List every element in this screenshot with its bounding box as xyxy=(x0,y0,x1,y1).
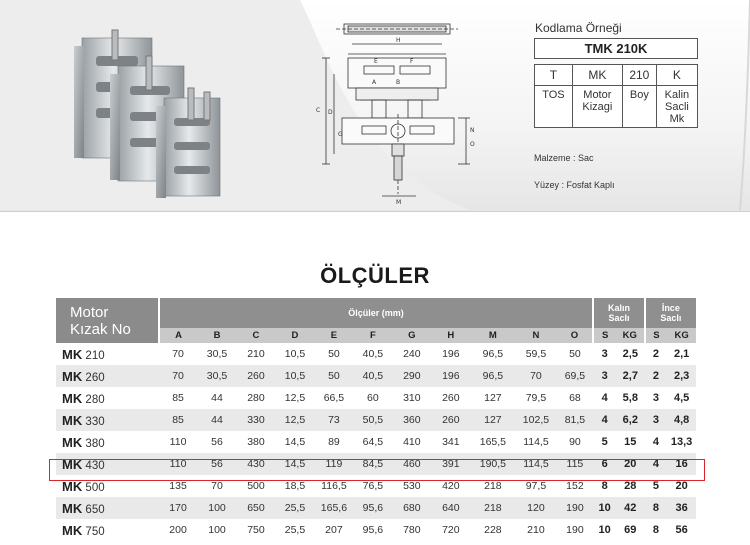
table-cell: 720 xyxy=(442,524,460,536)
table-cell: 44 xyxy=(211,392,223,404)
svg-text:G: G xyxy=(338,131,343,138)
dimensions-table xyxy=(56,298,696,541)
table-cell: 190,5 xyxy=(470,453,515,475)
code-part-letter: T xyxy=(535,65,573,86)
model-cell: MK 380 xyxy=(62,434,105,450)
table-cell: 25,5 xyxy=(284,524,306,536)
table-cell: 240 xyxy=(403,348,421,360)
table-cell: 330 xyxy=(237,409,276,431)
column-header: M xyxy=(470,328,515,343)
table-cell: 81,5 xyxy=(556,409,593,431)
table-cell: 30,5 xyxy=(198,365,237,387)
table-cell: 50 xyxy=(328,348,340,360)
model-cell: MK 650 xyxy=(56,497,159,519)
model-cell: MK 500 xyxy=(62,478,105,494)
model-cell: MK 260 xyxy=(56,365,159,387)
table-cell: 10 xyxy=(593,497,616,519)
table-cell: 50,5 xyxy=(353,409,392,431)
table-cell: 391 xyxy=(431,453,470,475)
model-cell: MK 280 xyxy=(62,390,105,406)
table-cell: 95,6 xyxy=(353,497,392,519)
table-cell: 165,5 xyxy=(479,436,507,448)
table-cell: 500 xyxy=(247,480,265,492)
table-cell: 4,8 xyxy=(667,409,696,431)
table-cell: 210 xyxy=(527,524,545,536)
table-row xyxy=(56,453,696,475)
table-cell: 76,5 xyxy=(362,480,384,492)
table-cell: 50 xyxy=(569,348,581,360)
table-cell: 290 xyxy=(392,365,431,387)
table-cell: 70 xyxy=(159,365,198,387)
column-header: C xyxy=(237,328,276,343)
table-cell: 64,5 xyxy=(362,436,384,448)
table-cell: 310 xyxy=(403,392,421,404)
column-header: O xyxy=(556,328,593,343)
column-header: G xyxy=(392,328,431,343)
table-cell: 360 xyxy=(392,409,431,431)
table-cell: 135 xyxy=(169,480,187,492)
table-cell: 207 xyxy=(325,524,343,536)
surface-text: Yüzey : Fosfat Kaplı xyxy=(534,180,615,190)
table-cell: 341 xyxy=(442,436,460,448)
column-header: KG xyxy=(667,328,696,343)
column-header: H xyxy=(431,328,470,343)
drawing-label-h: H xyxy=(396,37,401,44)
table-cell: 2 xyxy=(645,365,668,387)
thin-sheet-header: İnce Saclı xyxy=(645,298,696,328)
table-cell: 42 xyxy=(616,497,645,519)
table-cell: 40,5 xyxy=(362,348,384,360)
table-cell: 3 xyxy=(652,392,659,404)
table-row xyxy=(56,431,696,453)
table-cell: 380 xyxy=(247,436,265,448)
table-cell: 152 xyxy=(566,480,584,492)
table-cell: 4 xyxy=(601,392,608,404)
svg-text:C: C xyxy=(316,107,321,114)
svg-text:E: E xyxy=(374,58,378,65)
table-cell: 28 xyxy=(624,480,637,492)
svg-text:B: B xyxy=(396,79,401,86)
table-cell: 44 xyxy=(198,409,237,431)
table-cell: 68 xyxy=(569,392,581,404)
table-cell: 170 xyxy=(159,497,198,519)
svg-text:F: F xyxy=(410,58,414,65)
table-cell: 3 xyxy=(593,365,616,387)
table-cell: 95,6 xyxy=(362,524,384,536)
table-cell: 120 xyxy=(515,497,556,519)
table-cell: 260 xyxy=(442,392,460,404)
table-cell: 640 xyxy=(431,497,470,519)
table-cell: 14,5 xyxy=(284,436,306,448)
table-cell: 196 xyxy=(442,348,460,360)
table-cell: 4 xyxy=(645,453,668,475)
table-cell: 2,7 xyxy=(616,365,645,387)
table-cell: 60 xyxy=(367,392,379,404)
table-cell: 116,5 xyxy=(321,480,347,492)
code-part-letter: 210 xyxy=(622,65,656,86)
table-cell: 66,5 xyxy=(323,392,345,404)
table-cell: 127 xyxy=(484,392,502,404)
table-cell: 79,5 xyxy=(525,392,547,404)
table-cell: 190 xyxy=(566,524,584,536)
table-cell: 260 xyxy=(431,409,470,431)
table-cell: 102,5 xyxy=(515,409,556,431)
material-text: Malzeme : Sac xyxy=(534,153,594,163)
table-cell: 5 xyxy=(601,436,608,448)
table-cell: 97,5 xyxy=(525,480,547,492)
table-cell: 56 xyxy=(675,524,688,536)
table-cell: 73 xyxy=(314,409,353,431)
table-cell: 10 xyxy=(598,524,611,536)
table-cell: 89 xyxy=(328,436,340,448)
table-cell: 18,5 xyxy=(284,480,306,492)
table-cell: 8 xyxy=(652,524,659,536)
column-header: A xyxy=(159,328,198,343)
table-cell: 780 xyxy=(403,524,421,536)
table-cell: 200 xyxy=(169,524,187,536)
column-header: S xyxy=(645,328,668,343)
table-cell: 3 xyxy=(645,409,668,431)
column-header: B xyxy=(198,328,237,343)
table-cell: 460 xyxy=(392,453,431,475)
table-cell: 280 xyxy=(247,392,265,404)
table-cell: 119 xyxy=(314,453,353,475)
table-cell: 410 xyxy=(403,436,421,448)
table-cell: 15 xyxy=(624,436,637,448)
table-cell: 84,5 xyxy=(353,453,392,475)
svg-text:N: N xyxy=(470,127,475,134)
table-cell: 218 xyxy=(470,497,515,519)
table-cell: 90 xyxy=(569,436,581,448)
table-cell: 210 xyxy=(247,348,265,360)
table-cell: 4,5 xyxy=(673,392,690,404)
table-cell: 3 xyxy=(601,348,608,360)
table-body xyxy=(56,343,696,541)
code-part-desc: Kalin Sacli Mk xyxy=(656,86,697,128)
product-panel xyxy=(0,0,750,212)
table-cell: 100 xyxy=(198,497,237,519)
table-cell: 260 xyxy=(237,365,276,387)
svg-text:D: D xyxy=(328,109,333,116)
svg-text:M: M xyxy=(396,199,402,206)
table-cell: 218 xyxy=(484,480,502,492)
table-cell: 59,5 xyxy=(525,348,547,360)
table-row xyxy=(56,475,696,497)
model-cell: MK 330 xyxy=(56,409,159,431)
table-cell: 110 xyxy=(159,453,198,475)
code-part-letter: MK xyxy=(572,65,622,86)
model-cell: MK 210 xyxy=(62,346,105,362)
table-cell: 8 xyxy=(601,480,608,492)
column-header: F xyxy=(353,328,392,343)
column-header: D xyxy=(275,328,314,343)
thick-sheet-header: Kalın Saclı xyxy=(593,298,644,328)
table-cell: 100 xyxy=(208,524,226,536)
table-cell: 16 xyxy=(667,453,696,475)
table-row xyxy=(56,519,696,541)
table-row xyxy=(56,497,696,519)
table-cell: 6,2 xyxy=(616,409,645,431)
table-cell: 36 xyxy=(667,497,696,519)
table-cell: 114,5 xyxy=(515,453,556,475)
table-cell: 40,5 xyxy=(353,365,392,387)
table-cell: 70 xyxy=(211,480,223,492)
table-cell: 115 xyxy=(556,453,593,475)
table-cell: 85 xyxy=(172,392,184,404)
table-cell: 85 xyxy=(159,409,198,431)
motor-header: Motor Kızak No xyxy=(56,298,159,343)
table-cell: 10,5 xyxy=(275,365,314,387)
table-cell: 127 xyxy=(470,409,515,431)
table-cell: 4 xyxy=(593,409,616,431)
coding-example-grid xyxy=(534,64,698,128)
table-cell: 2 xyxy=(652,348,659,360)
code-part-desc: Boy xyxy=(622,86,656,128)
table-cell: 165,6 xyxy=(314,497,353,519)
table-cell: 56 xyxy=(198,453,237,475)
table-cell: 20 xyxy=(616,453,645,475)
table-cell: 430 xyxy=(237,453,276,475)
technical-drawing xyxy=(312,14,482,206)
table-cell: 10,5 xyxy=(284,348,306,360)
table-cell: 8 xyxy=(645,497,668,519)
table-cell: 12,5 xyxy=(275,409,314,431)
coding-example-code: TMK 210K xyxy=(534,38,698,59)
table-cell: 25,5 xyxy=(275,497,314,519)
table-cell: 12,5 xyxy=(284,392,306,404)
table-cell: 114,5 xyxy=(523,436,549,448)
column-header: KG xyxy=(616,328,645,343)
table-cell: 6 xyxy=(593,453,616,475)
code-part-desc: Motor Kizagi xyxy=(572,86,622,128)
table-cell: 228 xyxy=(484,524,502,536)
column-header: S xyxy=(593,328,616,343)
table-cell: 13,3 xyxy=(670,436,693,448)
code-part-desc: TOS xyxy=(535,86,573,128)
table-cell: 96,5 xyxy=(482,348,504,360)
table-cell: 2,1 xyxy=(673,348,690,360)
page-heading: ÖLÇÜLER xyxy=(320,263,430,288)
svg-text:O: O xyxy=(470,141,475,148)
table-cell: 14,5 xyxy=(275,453,314,475)
table-cell: 4 xyxy=(652,436,659,448)
table-cell: 5,8 xyxy=(622,392,638,404)
column-header: N xyxy=(515,328,556,343)
table-cell: 96,5 xyxy=(470,365,515,387)
table-cell: 20 xyxy=(675,480,688,492)
table-cell: 70 xyxy=(172,348,184,360)
table-cell: 2,3 xyxy=(667,365,696,387)
table-cell: 5 xyxy=(652,480,659,492)
table-cell: 530 xyxy=(403,480,421,492)
table-cell: 110 xyxy=(169,436,187,448)
table-cell: 30,5 xyxy=(206,348,228,360)
table-cell: 69 xyxy=(624,524,637,536)
model-cell: MK 750 xyxy=(62,522,105,538)
svg-text:A: A xyxy=(372,79,377,86)
table-cell: 70 xyxy=(515,365,556,387)
coding-example-title: Kodlama Örneği xyxy=(535,21,622,35)
product-photo xyxy=(66,26,242,202)
table-row xyxy=(56,365,696,387)
table-cell: 680 xyxy=(392,497,431,519)
table-row xyxy=(56,343,696,365)
table-row xyxy=(56,409,696,431)
code-part-letter: K xyxy=(656,65,697,86)
table-cell: 56 xyxy=(211,436,223,448)
table-cell: 420 xyxy=(442,480,460,492)
table-row xyxy=(56,387,696,409)
table-cell: 650 xyxy=(237,497,276,519)
table-cell: 69,5 xyxy=(556,365,593,387)
dimensions-header: Ölçüler (mm) xyxy=(159,298,594,328)
table-cell: 750 xyxy=(247,524,265,536)
model-cell: MK 430 xyxy=(56,453,159,475)
column-header: E xyxy=(314,328,353,343)
table-cell: 190 xyxy=(556,497,593,519)
table-cell: 50 xyxy=(314,365,353,387)
table-cell: 196 xyxy=(431,365,470,387)
table-cell: 2,5 xyxy=(622,348,638,360)
